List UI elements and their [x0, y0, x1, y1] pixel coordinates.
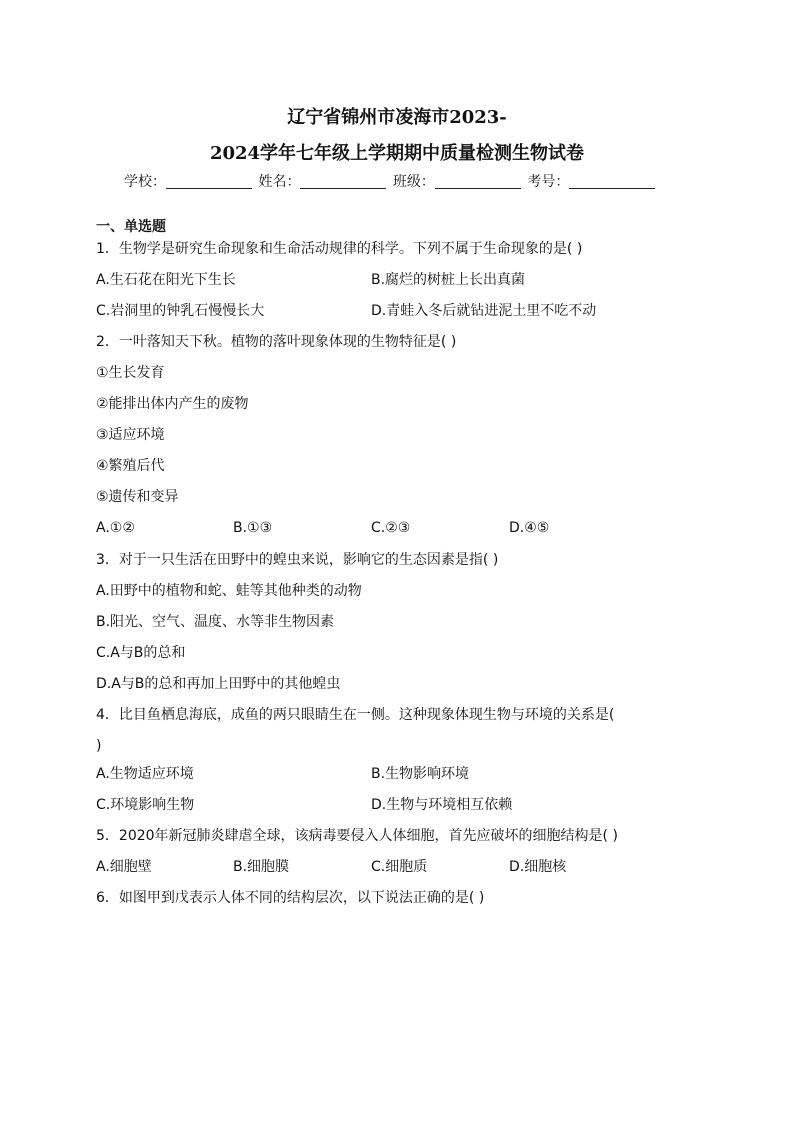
q5-option-c: C.细胞质	[371, 859, 428, 875]
q3-option-c: C.A与B的总和	[96, 645, 186, 661]
question-4-stem-cont: )	[96, 738, 102, 754]
q1-option-a: A.生石花在阳光下生长	[96, 272, 236, 288]
title-line-1: 辽宁省锦州市凌海市2023-	[287, 107, 507, 128]
q4-option-c: C.环境影响生物	[96, 797, 195, 813]
q2-item-4: ④繁殖后代	[96, 458, 165, 474]
q1-option-d: D.青蛙入冬后就钻进泥土里不吃不动	[371, 303, 597, 319]
q2-item-5: ⑤遗传和变异	[96, 489, 179, 505]
q2-option-b: B.①③	[233, 520, 273, 536]
exam-no-blank	[569, 174, 655, 189]
title-line-2: 2024学年七年级上学期期中质量检测生物试卷	[209, 143, 585, 164]
q2-item-3: ③适应环境	[96, 427, 165, 443]
q2-item-1: ①生长发育	[96, 365, 165, 381]
q5-option-d: D.细胞核	[509, 859, 567, 875]
q4-option-b: B.生物影响环境	[371, 766, 470, 782]
q3-option-b: B.阳光、空气、温度、水等非生物因素	[96, 614, 335, 630]
q2-option-c: C.②③	[371, 520, 411, 536]
q1-option-b: B.腐烂的树桩上长出真菌	[371, 272, 526, 288]
q4-option-a: A.生物适应环境	[96, 766, 194, 782]
q1-option-c: C.岩洞里的钟乳石慢慢长大	[96, 303, 265, 319]
class-label: 班级：	[392, 174, 435, 190]
q5-option-b: B.细胞膜	[233, 859, 290, 875]
school-blank	[166, 174, 252, 189]
class-blank	[435, 174, 521, 189]
name-label: 姓名：	[258, 174, 301, 190]
question-3-stem: 3．对于一只生活在田野中的蝗虫来说，影响它的生态因素是指( )	[96, 552, 499, 568]
q3-option-a: A.田野中的植物和蛇、蛙等其他种类的动物	[96, 583, 362, 599]
question-4-stem: 4．比目鱼栖息海底，成鱼的两只眼睛生在一侧。这种现象体现生物与环境的关系是(	[96, 707, 615, 723]
question-2-stem: 2．一叶落知天下秋。植物的落叶现象体现的生物特征是( )	[96, 334, 457, 350]
section-heading: 一、单选题	[96, 219, 166, 235]
school-label: 学校：	[124, 174, 166, 190]
question-6-stem: 6．如图甲到戊表示人体不同的结构层次，以下说法正确的是( )	[96, 890, 485, 906]
exam-no-label: 考号：	[527, 174, 570, 190]
question-1-stem: 1．生物学是研究生命现象和生命活动规律的科学。下列不属于生命现象的是( )	[96, 241, 583, 257]
student-info-row	[124, 171, 684, 191]
q5-option-a: A.细胞壁	[96, 859, 152, 875]
q2-option-d: D.④⑤	[509, 520, 550, 536]
q4-option-d: D.生物与环境相互依赖	[371, 797, 513, 813]
question-5-stem: 5．2020年新冠肺炎肆虐全球，该病毒要侵入人体细胞，首先应破坏的细胞结构是( )	[96, 828, 618, 844]
q2-option-a: A.①②	[96, 520, 135, 536]
q2-item-2: ②能排出体内产生的废物	[96, 396, 249, 412]
name-blank	[300, 174, 386, 189]
q3-option-d: D.A与B的总和再加上田野中的其他蝗虫	[96, 676, 341, 692]
